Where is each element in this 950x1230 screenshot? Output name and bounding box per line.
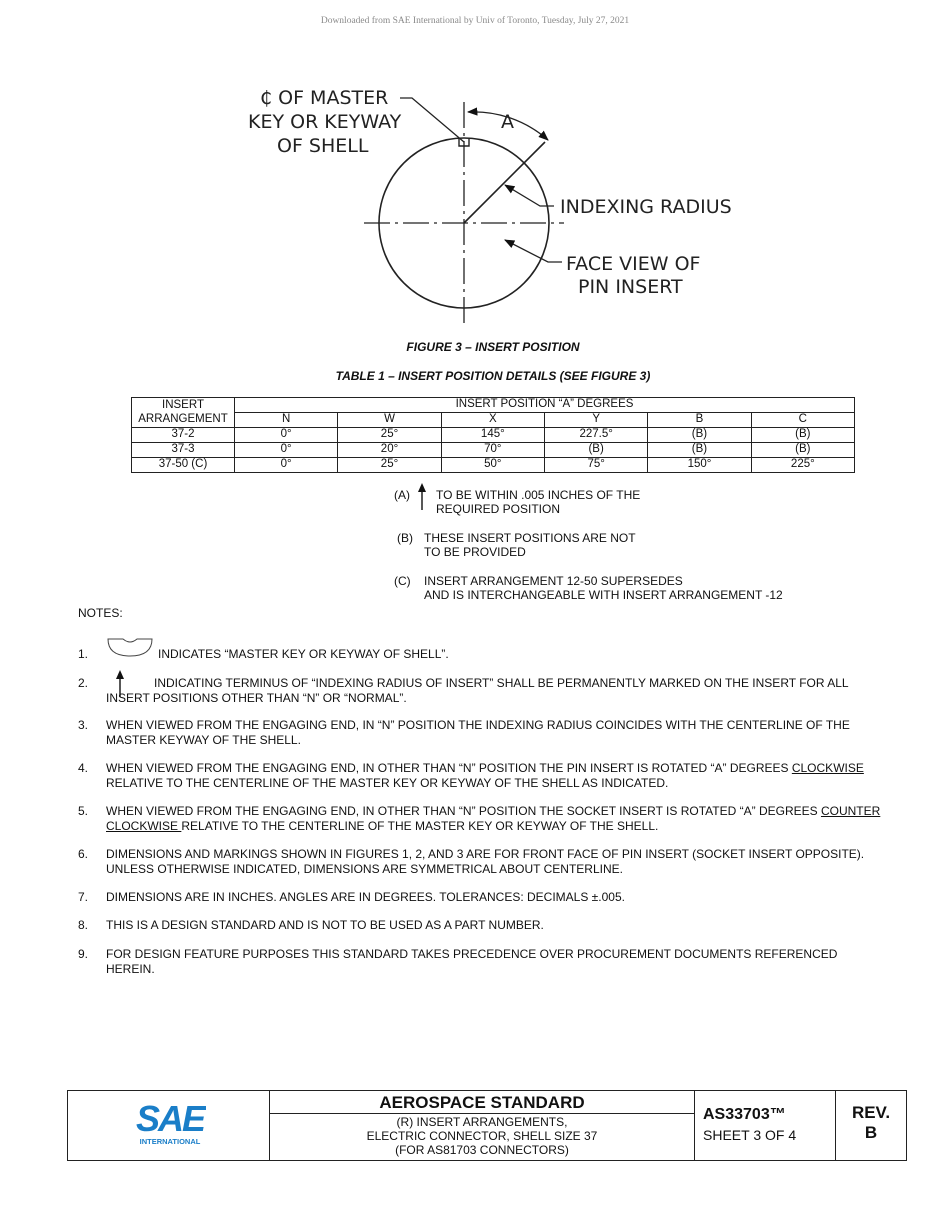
footnote-label: (A) [394, 488, 410, 502]
master-keyway-icon [106, 636, 154, 660]
table-subheader-row [132, 413, 855, 428]
footnote-label: (C) [394, 574, 411, 588]
indexing-radius-line [464, 142, 545, 223]
footnote-a [394, 488, 814, 518]
note-text: INDICATES “MASTER KEY OR KEYWAY OF SHELL”. [158, 647, 449, 661]
clockwise-emphasis: CLOCKWISE [791, 761, 864, 775]
counter-clockwise-emphasis: COUNTER CLOCKWISE [106, 804, 881, 833]
table-cell: (B) [648, 428, 751, 443]
table-cell: 0° [235, 458, 338, 473]
note-number: 2. [78, 676, 89, 690]
note-5 [78, 804, 888, 834]
table-cell: 75° [544, 458, 647, 473]
header-position-group: INSERT POSITION “A” DEGREES [235, 398, 855, 413]
table-cell: (B) [751, 428, 854, 443]
table-cell: (B) [648, 443, 751, 458]
table-row [132, 443, 855, 458]
table-caption: TABLE 1 – INSERT POSITION DETAILS (SEE FIGURE 3) [335, 369, 651, 383]
table-cell: 25° [338, 428, 441, 443]
face-leader [505, 240, 562, 262]
arrangement-cell: 37-3 [132, 443, 235, 458]
standard-cell [695, 1091, 836, 1160]
footnote-label: (B) [397, 531, 413, 545]
table-cell: 150° [648, 458, 751, 473]
sheet-number: SHEET 3 OF 4 [703, 1127, 797, 1143]
revision-cell [836, 1091, 906, 1160]
title-cell [270, 1091, 695, 1160]
title-sub-2: ELECTRIC CONNECTOR, SHELL SIZE 37 [366, 1129, 598, 1143]
cl-label-line2: KEY OR KEYWAY [248, 111, 402, 133]
table-cell: 0° [235, 428, 338, 443]
note-text: DIMENSIONS ARE IN INCHES. ANGLES ARE IN DEGREES. TOLERANCES: DECIMALS ±.005. [106, 890, 625, 904]
logo-cell [68, 1091, 270, 1160]
note-text [106, 804, 888, 834]
face-view-label-line2: PIN INSERT [578, 276, 683, 298]
cl-label-line3: OF SHELL [277, 135, 369, 157]
arrangement-cell: 37-2 [132, 428, 235, 443]
note-text-pre: WHEN VIEWED FROM THE ENGAGING END, IN OTHER THAN “N” POSITION THE SOCKET INSERT IS ROTATED “A” DEGREES [106, 804, 821, 818]
angle-a-label: A [501, 111, 514, 133]
note-6 [78, 847, 888, 877]
footnote-b [397, 531, 817, 561]
note-4 [78, 761, 888, 791]
column-header: B [648, 413, 751, 428]
note-number: 8. [78, 918, 89, 932]
note-3 [78, 718, 888, 748]
note-number: 4. [78, 761, 89, 775]
table-cell: 225° [751, 458, 854, 473]
note-number: 3. [78, 718, 89, 732]
note-number: 7. [78, 890, 89, 904]
note-2 [78, 676, 888, 706]
footnote-text: INSERT ARRANGEMENT 12-50 SUPERSEDES AND IS INTERCHANGEABLE WITH INSERT ARRANGEMENT -12 [424, 574, 783, 602]
table-row [132, 458, 855, 473]
arrangement-cell: 37-50 (C) [132, 458, 235, 473]
column-header: N [235, 413, 338, 428]
note-number: 6. [78, 847, 89, 861]
note-text-pre: WHEN VIEWED FROM THE ENGAGING END, IN OTHER THAN “N” POSITION THE PIN INSERT IS ROTATED “A” DEGREES [106, 761, 792, 775]
notes-heading: NOTES: [78, 606, 123, 620]
column-header: W [338, 413, 441, 428]
note-text: WHEN VIEWED FROM THE ENGAGING END, IN “N” POSITION THE INDEXING RADIUS COINCIDES WITH THE CENTERLINE OF THE MASTER KEYWAY OF THE SHELL. [106, 718, 850, 747]
table-cell: 20° [338, 443, 441, 458]
note-text: INDICATING TERMINUS OF “INDEXING RADIUS OF INSERT” SHALL BE PERMANENTLY MARKED ON THE INSERT FOR ALL INSERT POSITIONS OTHER THAN “N” OR “NORMAL”. [106, 676, 849, 705]
table-cell: 145° [441, 428, 544, 443]
download-watermark: Downloaded from SAE International by Univ of Toronto, Tuesday, July 27, 2021 [320, 16, 630, 26]
note-text-post: RELATIVE TO THE CENTERLINE OF THE MASTER KEY OR KEYWAY OF THE SHELL. [181, 819, 659, 833]
column-header: C [751, 413, 854, 428]
sae-logo-text: SAE [135, 1100, 205, 1139]
title-block [67, 1090, 907, 1161]
title-sub-1: (R) INSERT ARRANGEMENTS, [396, 1115, 568, 1129]
revision-label: REV. [851, 1103, 891, 1122]
table-header-row [132, 398, 855, 413]
sae-logo [134, 1100, 206, 1148]
revision-value: B [864, 1123, 878, 1142]
table-cell: 70° [441, 443, 544, 458]
table-cell: 0° [235, 443, 338, 458]
header-arrangement-bottom: ARRANGEMENT [132, 413, 235, 428]
cl-leader [400, 98, 464, 142]
face-view-label-line1: FACE VIEW OF [566, 253, 701, 275]
column-header: X [441, 413, 544, 428]
document-type-title: AEROSPACE STANDARD [270, 1091, 694, 1114]
note-text: DIMENSIONS AND MARKINGS SHOWN IN FIGURES 1, 2, AND 3 ARE FOR FRONT FACE OF PIN INSERT (SOCKET INSERT OPPOSITE). UNLESS OTHERWISE INDICATED, DIMENSIONS ARE SYMMETRICAL ABOUT CENTERLINE. [106, 847, 865, 876]
table-cell: 227.5° [544, 428, 647, 443]
footnote-text: TO BE WITHIN .005 INCHES OF THE REQUIRED POSITION [436, 488, 641, 516]
insert-position-figure [240, 80, 760, 330]
up-arrow-icon [416, 483, 428, 511]
indexing-arrow-icon [114, 670, 126, 698]
table-row [132, 428, 855, 443]
table-cell: (B) [751, 443, 854, 458]
footnote-text: THESE INSERT POSITIONS ARE NOT TO BE PROVIDED [424, 531, 636, 559]
column-header: Y [544, 413, 647, 428]
figure-caption: FIGURE 3 – INSERT POSITION [406, 340, 580, 354]
note-1 [78, 647, 888, 662]
note-8 [78, 918, 888, 933]
header-arrangement-top: INSERT [132, 398, 235, 413]
cl-label-line1: ₵ OF MASTER [260, 87, 389, 109]
table-cell: 25° [338, 458, 441, 473]
standard-number: AS33703™ [703, 1106, 786, 1123]
note-9 [78, 947, 888, 977]
table-cell: (B) [544, 443, 647, 458]
insert-position-table [131, 397, 855, 473]
note-7 [78, 890, 888, 905]
indexing-radius-label: INDEXING RADIUS [560, 196, 732, 218]
note-text: THIS IS A DESIGN STANDARD AND IS NOT TO BE USED AS A PART NUMBER. [106, 918, 544, 932]
note-text-post: RELATIVE TO THE CENTERLINE OF THE MASTER KEY OR KEYWAY OF THE SHELL AS INDICATED. [106, 776, 669, 790]
footnote-c [394, 574, 874, 604]
sae-logo-sub: INTERNATIONAL [139, 1137, 201, 1146]
note-number: 5. [78, 804, 89, 818]
note-text [106, 761, 888, 791]
note-text: FOR DESIGN FEATURE PURPOSES THIS STANDARD TAKES PRECEDENCE OVER PROCUREMENT DOCUMENTS REFERENCED HEREIN. [106, 947, 838, 976]
note-number: 1. [78, 647, 89, 661]
note-number: 9. [78, 947, 89, 961]
title-sub-3: (FOR AS81703 CONNECTORS) [395, 1143, 569, 1157]
table-cell: 50° [441, 458, 544, 473]
